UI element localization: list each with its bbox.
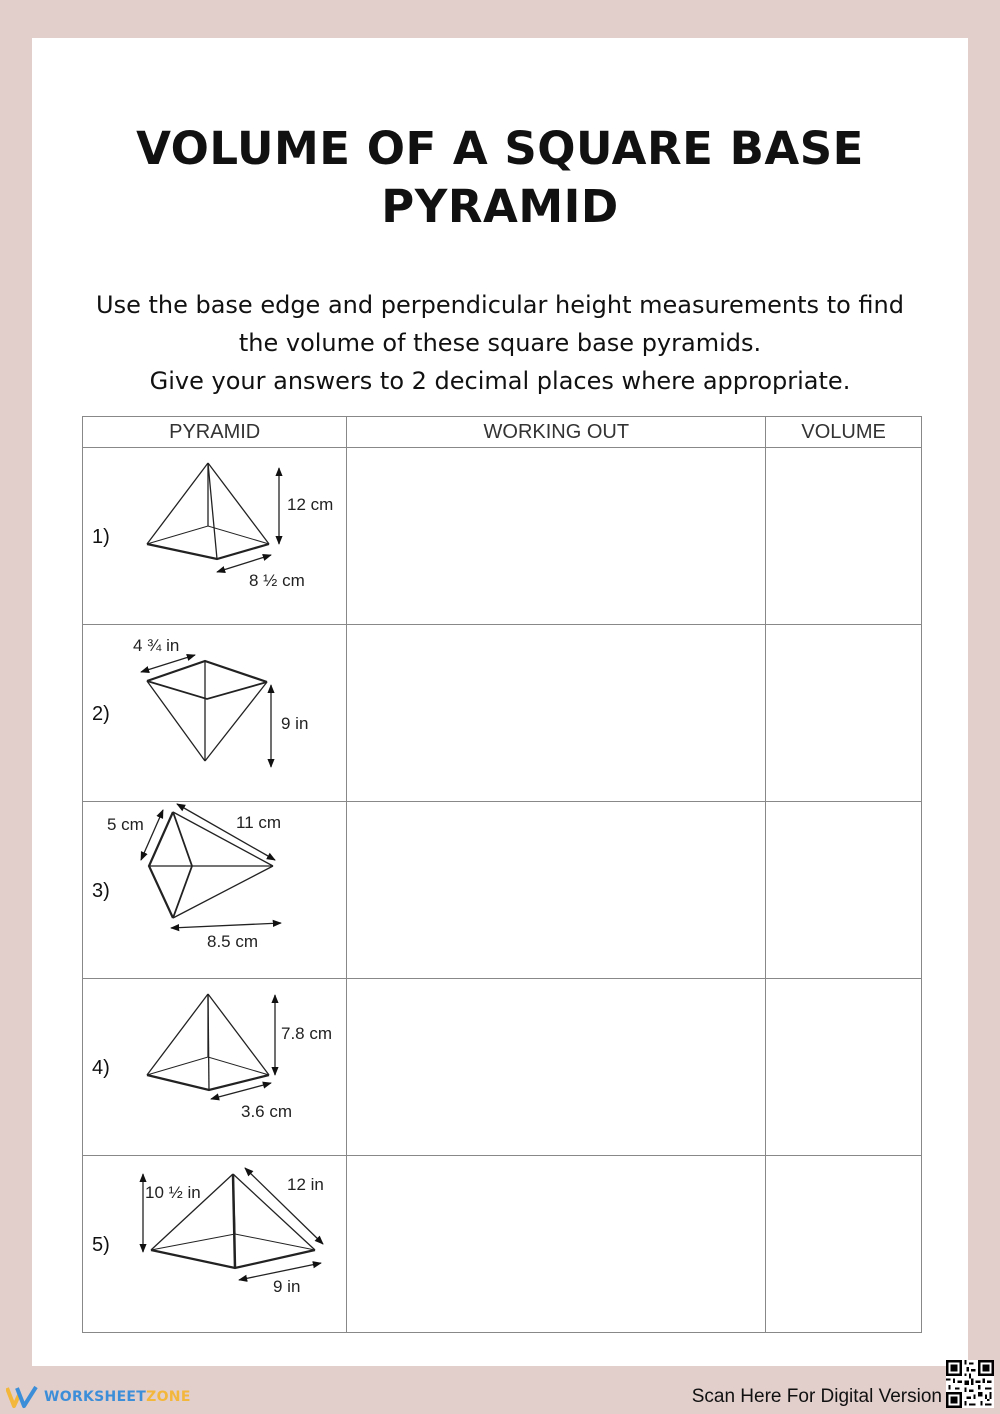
table-row <box>83 625 922 802</box>
volume-cell-3[interactable] <box>766 802 922 979</box>
pyramid-diagram-2 <box>83 625 347 801</box>
dimension-label: 8 ½ cm <box>249 571 305 590</box>
problem-number-3: 3) <box>92 880 110 902</box>
dimension-label: 4 ¾ in <box>133 636 180 655</box>
dimension-label: 8.5 cm <box>207 932 259 951</box>
dimension-label: 9 in <box>273 1277 301 1296</box>
dimension-label: 12 in <box>287 1175 324 1194</box>
table-row <box>83 1156 922 1333</box>
pyramid-diagram-5 <box>83 1156 347 1332</box>
pyramid-diagram-4 <box>83 979 347 1155</box>
working-out-cell-5[interactable] <box>347 1156 766 1333</box>
working-out-cell-3[interactable] <box>347 802 766 979</box>
working-out-cell-2[interactable] <box>347 625 766 802</box>
title-line-2: PYRAMID <box>381 180 619 233</box>
qr-code-icon[interactable] <box>946 1360 994 1408</box>
brand-logo[interactable] <box>6 1385 191 1409</box>
pyramid-cell-4 <box>83 979 347 1156</box>
volume-cell-4[interactable] <box>766 979 922 1156</box>
table-row <box>83 448 922 625</box>
dimension-label: 5 cm <box>107 815 144 834</box>
instruction-line-1: Use the base edge and perpendicular height measurements to find <box>96 291 904 319</box>
problem-number-2: 2) <box>92 703 110 725</box>
header-working-out: WORKING OUT <box>347 417 766 448</box>
problem-number-5: 5) <box>92 1234 110 1256</box>
page-title <box>32 120 968 236</box>
scan-text: Scan Here For Digital Version <box>691 1386 942 1407</box>
brand-name-part-1: WORKSHEET <box>44 1389 147 1405</box>
table-header-row <box>83 417 922 448</box>
dimension-label: 10 ½ in <box>145 1183 201 1202</box>
volume-cell-5[interactable] <box>766 1156 922 1333</box>
instructions <box>72 286 928 400</box>
brand-name <box>44 1389 191 1405</box>
dimension-label: 7.8 cm <box>281 1024 333 1043</box>
pyramid-cell-1 <box>83 448 347 625</box>
header-pyramid: PYRAMID <box>83 417 347 448</box>
instruction-line-3: Give your answers to 2 decimal places where appropriate. <box>149 367 851 395</box>
pyramid-table <box>82 416 922 1333</box>
worksheet-sheet <box>32 38 968 1366</box>
brand-name-part-2: ZONE <box>146 1389 191 1405</box>
title-line-1: VOLUME OF A SQUARE BASE <box>136 122 864 175</box>
dimension-label: 11 cm <box>236 813 282 832</box>
pyramid-diagram-1 <box>83 448 347 624</box>
instruction-line-2: the volume of these square base pyramids. <box>238 329 762 357</box>
working-out-cell-1[interactable] <box>347 448 766 625</box>
dimension-label: 3.6 cm <box>241 1102 293 1121</box>
table-row <box>83 979 922 1156</box>
problem-number-1: 1) <box>92 526 110 548</box>
pyramid-cell-5 <box>83 1156 347 1333</box>
volume-cell-2[interactable] <box>766 625 922 802</box>
working-out-cell-4[interactable] <box>347 979 766 1156</box>
dimension-label: 9 in <box>281 714 309 733</box>
problem-number-4: 4) <box>92 1057 110 1079</box>
header-volume: VOLUME <box>766 417 922 448</box>
pyramid-cell-3 <box>83 802 347 979</box>
pyramid-diagram-3 <box>83 802 347 978</box>
pyramid-cell-2 <box>83 625 347 802</box>
volume-cell-1[interactable] <box>766 448 922 625</box>
table-row <box>83 802 922 979</box>
w-logo-icon <box>6 1385 38 1409</box>
dimension-label: 12 cm <box>287 495 334 514</box>
